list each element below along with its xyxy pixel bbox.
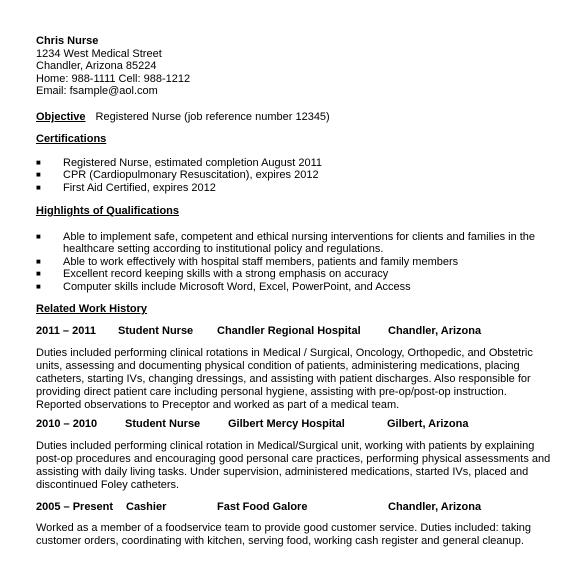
highlight-text: Excellent record keeping skills with a strong emphasis on accuracy: [63, 268, 389, 281]
job-header: [36, 501, 546, 514]
objective-heading: Objective: [36, 111, 86, 123]
list-item: [36, 256, 548, 268]
certification-text: First Aid Certified, expires 2012: [63, 181, 216, 194]
bullet-icon: ■: [36, 158, 41, 167]
contact-block: [36, 35, 190, 98]
highlights-heading: Highlights of Qualifications: [36, 205, 179, 217]
candidate-name: Chris Nurse: [36, 35, 99, 47]
job-location: Gilbert, Arizona: [387, 418, 469, 430]
list-item: [36, 281, 548, 293]
bullet-icon: ■: [36, 232, 41, 241]
highlight-text: Able to implement safe, competent and ethical nursing interventions for clients and families in the healthcare setting according to institutional policy and regulations.: [63, 231, 536, 256]
email-address: Email: fsample@aol.com: [36, 85, 158, 98]
city-address: Chandler, Arizona 85224: [36, 60, 157, 73]
job-header: [36, 418, 546, 431]
list-item: [36, 157, 546, 169]
list-item: [36, 231, 548, 256]
bullet-icon: ■: [36, 170, 41, 180]
job-dates: 2011 – 2011: [36, 325, 96, 337]
job-location: Chandler, Arizona: [388, 501, 482, 513]
list-item: [36, 268, 548, 280]
job-employer: Gilbert Mercy Hospital: [228, 418, 345, 430]
list-item: [36, 182, 546, 194]
list-item: [36, 169, 546, 181]
certifications-heading: Certifications: [36, 133, 107, 145]
phone-numbers: Home: 988-1111 Cell: 988-1212: [36, 72, 191, 85]
certification-text: CPR (Cardiopulmonary Resuscitation), expires 2012: [63, 169, 319, 182]
job-duties: Duties included performing clinical rotation in Medical/Surgical unit, working with patients by explaining post-op procedures and encouraging good personal care practices, performing physical assessments and assisting with daily living tasks. Under supervision, administered medications, started IVs, placed and discontinued Foley catheters.: [36, 440, 551, 491]
certifications-list: [36, 157, 546, 194]
job-title: Student Nurse: [125, 418, 201, 430]
certification-text: Registered Nurse, estimated completion August 2011: [63, 157, 323, 169]
job-duties: Worked as a member of a foodservice team to provide good customer service. Duties included: taking customer orders, coordinating with kitchen, serving food, working cash register and general cleanup.: [36, 522, 532, 547]
work-history-heading: Related Work History: [36, 303, 148, 315]
objective-text: Registered Nurse (job reference number 12345): [95, 111, 330, 123]
job-title: Student Nurse: [118, 325, 194, 337]
job-title: Cashier: [126, 501, 167, 513]
job-employer: Fast Food Galore: [217, 501, 308, 513]
street-address: 1234 West Medical Street: [36, 47, 162, 60]
highlight-text: Able to work effectively with hospital staff members, patients and family members: [63, 255, 459, 268]
job-employer: Chandler Regional Hospital: [217, 325, 361, 337]
objective-row: [36, 111, 330, 123]
bullet-icon: ■: [36, 281, 41, 291]
bullet-icon: ■: [36, 269, 41, 279]
job-dates: 2005 – Present: [36, 501, 114, 513]
bullet-icon: ■: [36, 182, 41, 192]
highlights-list: [36, 231, 548, 293]
bullet-icon: ■: [36, 256, 41, 266]
job-duties: Duties included performing clinical rotations in Medical / Surgical, Oncology, Orthopedic, and Obstetric units, assessing and documenting physical condition of patients, administering medications, placing catheters, starting IVs, changing dressings, and assisting with patient discharges. Also responsible for providing direct patient care including personal hygiene, assisting with pre-op/post-op instruction. Reported observations to Preceptor and worked as part of a medical team.: [36, 347, 533, 411]
job-header: [36, 325, 546, 338]
job-dates: 2010 – 2010: [36, 418, 98, 430]
job-location: Chandler, Arizona: [388, 325, 482, 337]
highlight-text: Computer skills include Microsoft Word, Excel, PowerPoint, and Access: [63, 280, 411, 293]
